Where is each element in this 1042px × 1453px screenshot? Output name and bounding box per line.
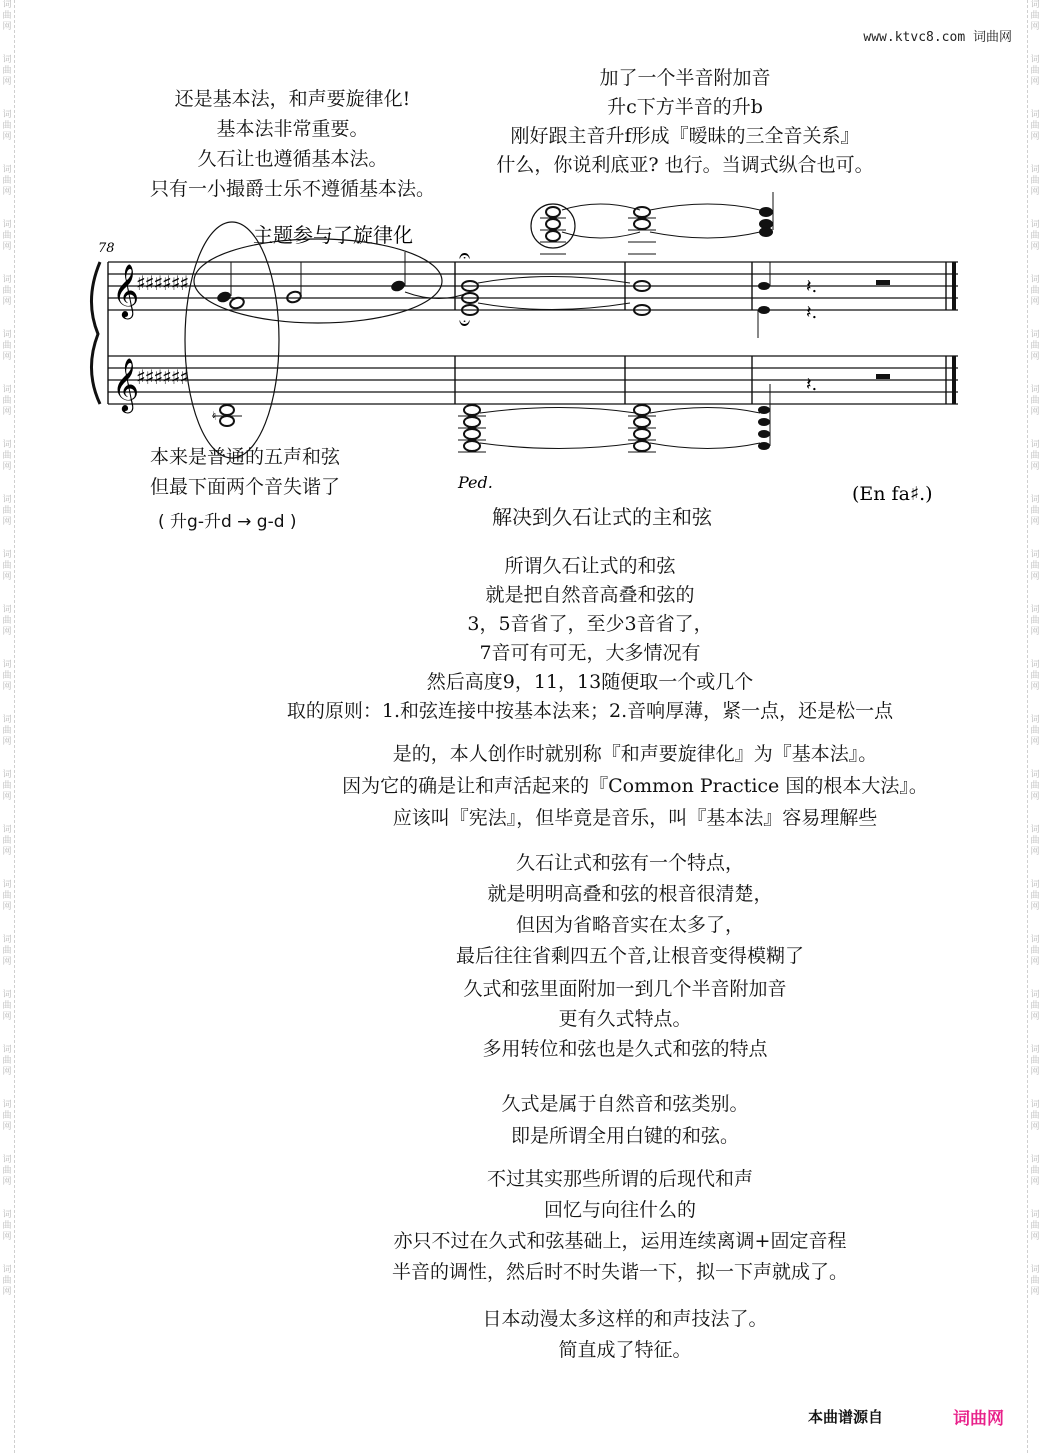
svg-text:𝄽.: 𝄽.	[806, 374, 818, 395]
watermark-glyphs: 词 曲 网	[2, 1155, 12, 1187]
pentatonic-note	[110, 442, 380, 502]
para-line: 是的，本人创作时就别称『和声要旋律化』为『基本法』。	[392, 743, 878, 765]
watermark-glyphs: 词 曲 网	[1030, 275, 1040, 307]
barlines	[108, 262, 954, 404]
para-line: 回忆与向往什么的	[543, 1199, 696, 1221]
para-line: 久式和弦里面附加一到几个半音附加音	[463, 978, 787, 1000]
para-line: 最后往往省剩四五个音,让根音变得模糊了	[455, 945, 805, 967]
svg-text:𝄽.: 𝄽.	[806, 276, 818, 297]
svg-text:𝄑: 𝄑	[459, 311, 471, 335]
para-line: 因为它的确是让和声活起来的『Common Practice 国的根本大法』。	[342, 775, 928, 797]
resolve-label: 解决到久石让式的主和弦	[492, 505, 712, 529]
site-url: www.ktvc8.com	[863, 30, 966, 45]
watermark-glyphs: 词 曲 网	[2, 1045, 12, 1077]
note-line: 只有一小撮爵士乐不遵循基本法。	[149, 178, 435, 200]
watermark-glyphs: 词 曲 网	[2, 110, 12, 142]
para-line: 不过其实那些所谓的后现代和声	[486, 1168, 753, 1190]
watermark-glyphs: 词 曲 网	[1030, 440, 1040, 472]
watermark-glyphs: 词 曲 网	[1030, 550, 1040, 582]
para-line: 久石让式和弦有一个特点，	[515, 852, 744, 874]
watermark-glyphs: 词 曲 网	[1030, 1100, 1040, 1132]
watermark-glyphs: 词 曲 网	[1030, 770, 1040, 802]
watermark-glyphs: 词 曲 网	[2, 495, 12, 527]
note-line: 但最下面两个音失谐了	[149, 476, 340, 498]
measure-80-notes	[628, 204, 760, 452]
para-line: 多用转位和弦也是久式和弦的特点	[482, 1038, 768, 1060]
svg-text:𝄽.: 𝄽.	[806, 302, 818, 323]
watermark-glyphs: 词 曲 网	[1030, 220, 1040, 252]
treble-clef-icon: 𝄞	[112, 357, 140, 411]
lower-staff	[108, 356, 958, 404]
para-line: 即是所谓全用白键的和弦。	[510, 1125, 739, 1147]
pedal-mark: Ped.	[458, 473, 493, 492]
footer-logo[interactable]: 词曲网	[953, 1409, 1004, 1429]
watermark-glyphs: 词 曲 网	[2, 715, 12, 747]
paragraph-2	[285, 738, 985, 834]
note-line: 加了一个半音附加音	[599, 67, 771, 89]
para-line: 更有久式特点。	[558, 1008, 692, 1030]
watermark-glyphs: 词 曲 网	[1030, 880, 1040, 912]
footer-source-label: 本曲谱源自	[808, 1408, 884, 1426]
note-line: 还是基本法，和声要旋律化!	[174, 88, 411, 110]
watermark-glyphs: 词 曲 网	[2, 55, 12, 87]
watermark-glyphs: 词 曲 网	[2, 605, 12, 637]
para-line: 3，5音省了，至少3音省了，	[467, 613, 713, 635]
svg-text:𝄐: 𝄐	[459, 243, 471, 267]
paragraph-6	[330, 1164, 910, 1288]
watermark-glyphs: 词 曲 网	[1030, 660, 1040, 692]
measure-81-notes	[758, 192, 890, 450]
paragraph-7	[440, 1304, 810, 1366]
en-fa-annotation: (En fa♯.)	[852, 483, 933, 505]
watermark-glyphs: 词 曲 网	[1030, 55, 1040, 87]
note-line: 什么，你说利底亚? 也行。当调式纵合也可。	[496, 154, 874, 176]
para-line: 应该叫『宪法』，但毕竟是音乐，叫『基本法』容易理解些	[392, 807, 878, 829]
paragraph-4	[385, 974, 865, 1064]
para-line: 取的原则：1.和弦连接中按基本法来；2.音响厚薄，紧一点，还是松一点	[286, 700, 894, 722]
watermark-glyphs: 词 曲 网	[1030, 1045, 1040, 1077]
note-line: 本来是普通的五声和弦	[149, 446, 340, 468]
watermark-glyphs: 词 曲 网	[1030, 385, 1040, 417]
treble-staff	[108, 262, 958, 310]
watermark-glyphs: 词 曲 网	[2, 165, 12, 197]
watermark-glyphs: 词 曲 网	[2, 880, 12, 912]
note-line: 久石让也遵循基本法。	[197, 148, 388, 170]
watermark-glyphs: 词 曲 网	[1030, 990, 1040, 1022]
watermark-glyphs: 词 曲 网	[1030, 1265, 1040, 1297]
watermark-glyphs: 词 曲 网	[1030, 1210, 1040, 1242]
watermark-glyphs: 词 曲 网	[1030, 935, 1040, 967]
measure-number: 78	[98, 241, 115, 256]
watermark-glyphs: 词 曲 网	[2, 825, 12, 857]
watermark-glyphs: 词 曲 网	[1030, 715, 1040, 747]
watermark-glyphs: 词 曲 网	[2, 385, 12, 417]
watermark-glyphs: 词 曲 网	[2, 275, 12, 307]
watermark-glyphs: 词 曲 网	[2, 990, 12, 1022]
watermark-glyphs: 词 曲 网	[2, 330, 12, 362]
para-line: 所谓久石让式的和弦	[504, 555, 676, 577]
key-signature: ♯♯♯♯♯♯	[136, 271, 189, 295]
note-line: 刚好跟主音升f形成『暧昧的三全音关系』	[510, 125, 860, 147]
note-line: 基本法非常重要。	[216, 118, 369, 140]
measure-79-notes	[458, 204, 640, 452]
watermark-glyphs: 词 曲 网	[1030, 165, 1040, 197]
watermark-glyphs: 词 曲 网	[2, 935, 12, 967]
site-name: 词曲网	[972, 30, 1012, 45]
grand-staff-brace	[91, 262, 100, 404]
watermark-glyphs: 词 曲 网	[2, 0, 12, 32]
para-line: 半音的调性，然后时不时失谐一下，拟一下声就成了。	[391, 1261, 848, 1283]
pentatonic-sub-note: ( 升g-升d → g-d )	[158, 512, 297, 532]
para-line: 但因为省略音实在太多了，	[515, 914, 744, 936]
treble-clef-icon: 𝄞	[112, 263, 140, 317]
chord-highlight-ellipse	[185, 222, 279, 458]
watermark-glyphs: 词 曲 网	[2, 1265, 12, 1297]
para-line: 就是明明高叠和弦的根音很清楚，	[487, 883, 773, 905]
para-line: 简直成了特征。	[558, 1339, 692, 1361]
para-line: 然后高度9，11，13随便取一个或几个	[426, 671, 754, 693]
key-signature: ♯♯♯♯♯♯	[136, 365, 189, 389]
watermark-glyphs: 词 曲 网	[1030, 0, 1040, 32]
watermark-glyphs: 词 曲 网	[2, 220, 12, 252]
para-line: 日本动漫太多这样的和声技法了。	[482, 1308, 768, 1330]
note-line: 升c下方半音的升b	[607, 96, 763, 118]
paragraph-5	[440, 1088, 810, 1152]
para-line: 亦只不过在久式和弦基础上，运用连续离调+固定音程	[393, 1230, 847, 1252]
watermark-glyphs: 词 曲 网	[2, 1210, 12, 1242]
paragraph-3	[375, 848, 885, 972]
measure-78-notes	[212, 252, 470, 426]
theme-label: 主题参与了旋律化	[253, 223, 413, 247]
watermark-glyphs: 词 曲 网	[2, 440, 12, 472]
watermark-glyphs: 词 曲 网	[1030, 605, 1040, 637]
para-line: 久式是属于自然音和弦类别。	[501, 1093, 749, 1115]
watermark-glyphs: 词 曲 网	[1030, 825, 1040, 857]
para-line: 7音可有可无，大多情况有	[479, 642, 701, 664]
watermark-glyphs: 词 曲 网	[2, 1100, 12, 1132]
watermark-glyphs: 词 曲 网	[1030, 1155, 1040, 1187]
paragraph-1	[220, 552, 960, 726]
watermark-glyphs: 词 曲 网	[2, 550, 12, 582]
watermark-glyphs: 词 曲 网	[1030, 110, 1040, 142]
para-line: 就是把自然音高叠和弦的	[485, 584, 695, 606]
svg-text:♮: ♮	[212, 409, 217, 423]
watermark-glyphs: 词 曲 网	[2, 770, 12, 802]
watermark-glyphs: 词 曲 网	[1030, 495, 1040, 527]
watermark-glyphs: 词 曲 网	[2, 660, 12, 692]
watermark-glyphs: 词 曲 网	[1030, 330, 1040, 362]
